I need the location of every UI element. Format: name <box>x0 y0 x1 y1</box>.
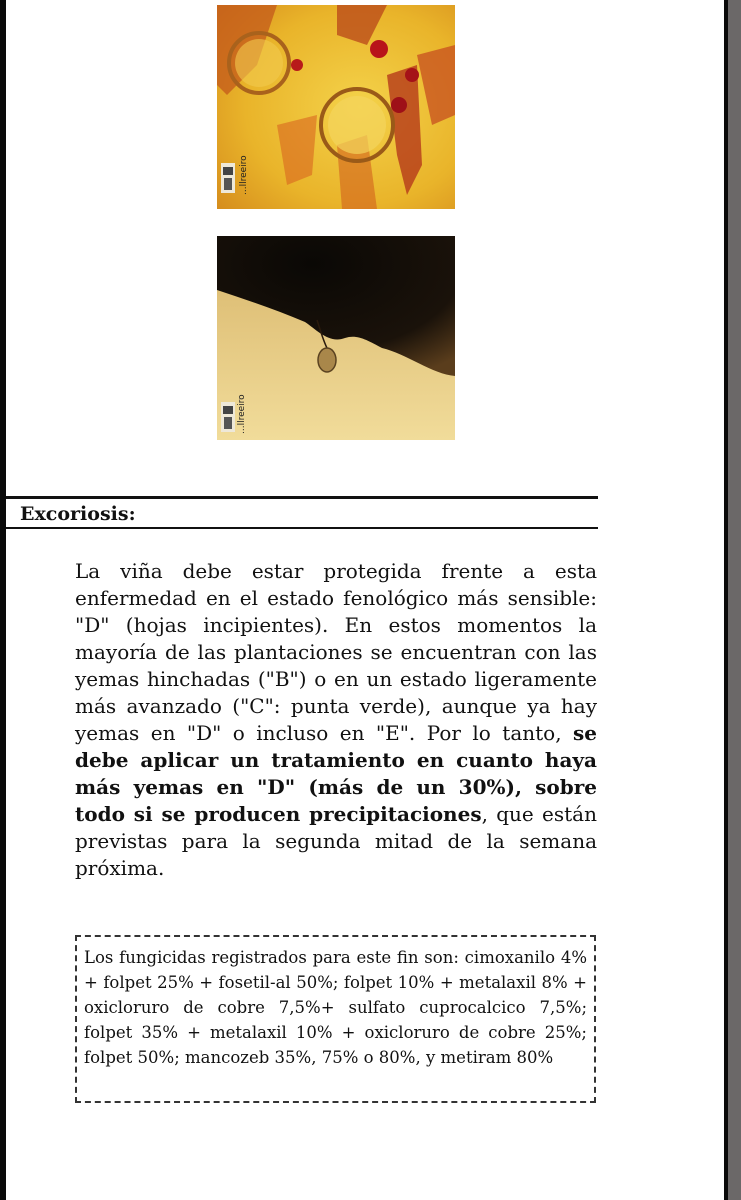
page-left-border <box>0 0 6 1200</box>
paragraph-intro: La viña debe estar protegida frente a esta enfermedad en el estado fenológico más sensible: "D" (hojas incipientes). En estos momentos la mayoría de las plantaciones se encuentran con las yemas hinchadas ("B") o en un estado ligeramente más avanzado ("C": punta verde), aunque ya hay yemas en "D" o incluso en "E". Por lo tanto, <box>75 559 597 745</box>
paragraph-outro: , que están previstas para la segunda mitad de la semana próxima. <box>75 802 597 880</box>
photo-watermark: ...llreeiro <box>237 394 247 434</box>
page-gutter <box>728 0 741 1200</box>
micrograph-droplet-image <box>217 236 455 440</box>
photo-watermark: ...llreeiro <box>239 155 249 195</box>
section-title: Excoriosis: <box>20 503 136 525</box>
micrograph-spores-image <box>217 5 455 209</box>
section-rule-bottom <box>6 527 598 529</box>
fungicides-note-box: Los fungicidas registrados para este fin son: cimoxanilo 4% + folpet 25% + fosetil-al 50%; folpet 10% + metalaxil 8% + oxicloruro de cobre 7,5%+ sulfato cuprocalcico 7,5%; folpet 35% + metalaxil 10% + oxicloruro de cobre 25%; folpet 50%; mancozeb 35%, 75% o 80%, y metiram 80% <box>75 935 596 1103</box>
paragraph-emphasis: se debe aplicar un tratamiento en cuanto haya más yemas en "D" (más de un 30%), sobre todo si se producen precipitaciones <box>75 721 597 826</box>
excoriosis-paragraph <box>75 558 597 882</box>
section-rule-top <box>6 496 598 499</box>
